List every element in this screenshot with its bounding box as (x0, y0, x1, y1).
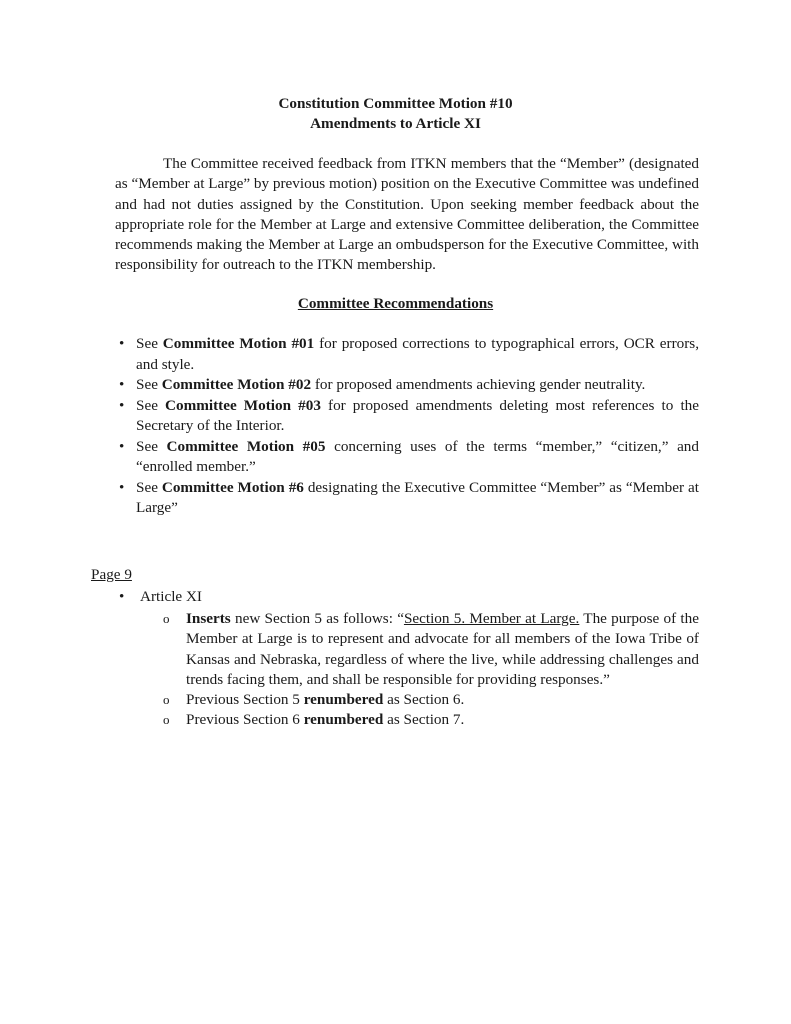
document-title: Constitution Committee Motion #10 (278, 95, 513, 112)
recommendations-list (115, 334, 699, 519)
motion-reference: Committee Motion #03 (165, 396, 321, 414)
recommendation-item: • See Committee Motion #05 concerning uses of the terms “member,” “citizen,” and “enrolled member.” (119, 437, 699, 475)
bullet-icon: • (119, 437, 125, 455)
change-action: Inserts (186, 610, 231, 627)
bullet-icon: • (119, 478, 125, 496)
changes-list (163, 609, 699, 731)
change-action: renumbered (303, 691, 384, 709)
change-item: o Previous Section 5 renumbered as Section 6. (163, 690, 699, 710)
motion-reference: Committee Motion #01 (162, 335, 315, 352)
page-reference-label: Page 9 (91, 566, 132, 583)
recommendation-item: • See Committee Motion #02 for proposed amendments achieving gender neutrality. (115, 375, 699, 396)
circle-bullet-icon: o (163, 692, 170, 708)
intro-paragraph: The Committee received feedback from ITKN members that the “Member” (designated as “Member at Large” by previous motion) position on the Executive Committee was undefined and had not duties assigned by the Constitution. Upon seeking member feedback about the appropriate role for the Member at Large and extensive Committee deliberation, the Committee recommends making the Member at Large an ombudsperson for the Executive Committee, with responsibility for outreach to the ITKN membership. (115, 155, 699, 274)
recommendation-item: • See Committee Motion #01 for proposed corrections to typographical errors, OCR errors, and style. (119, 335, 699, 373)
document-subtitle: Amendments to Article XI (310, 115, 481, 132)
motion-reference: Committee Motion #05 (166, 437, 326, 455)
article-label: Article XI (140, 588, 202, 605)
recommendation-item: • See Committee Motion #6 designating the Executive Committee “Member” as “Member at Large” (119, 478, 699, 516)
change-action: renumbered (303, 711, 384, 729)
circle-bullet-icon: o (163, 611, 170, 626)
recommendation-item: • See Committee Motion #03 for proposed amendments deleting most references to the Secretary of the Interior. (119, 396, 699, 434)
section-heading-underlined: Section 5. Member at Large. (403, 610, 580, 627)
change-item: o Inserts new Section 5 as follows: “Section 5. Member at Large. The purpose of the Member at Large is to represent and advocate for all members of the Iowa Tribe of Kansas and Nebraska, regardless of where the live, while addressing challenges and trends facing them, and shall be responsible for providing responses.” (163, 610, 699, 688)
circle-bullet-icon: o (163, 712, 170, 728)
change-item: o Previous Section 6 renumbered as Section 7. (163, 710, 699, 730)
bullet-icon: • (119, 335, 125, 352)
motion-reference: Committee Motion #02 (161, 376, 312, 393)
bullet-icon: • (119, 396, 125, 414)
recommendations-heading: Committee Recommendations (297, 295, 494, 312)
motion-reference: Committee Motion #6 (161, 478, 304, 496)
bullet-icon: • (119, 588, 125, 605)
bullet-icon: • (119, 376, 125, 393)
